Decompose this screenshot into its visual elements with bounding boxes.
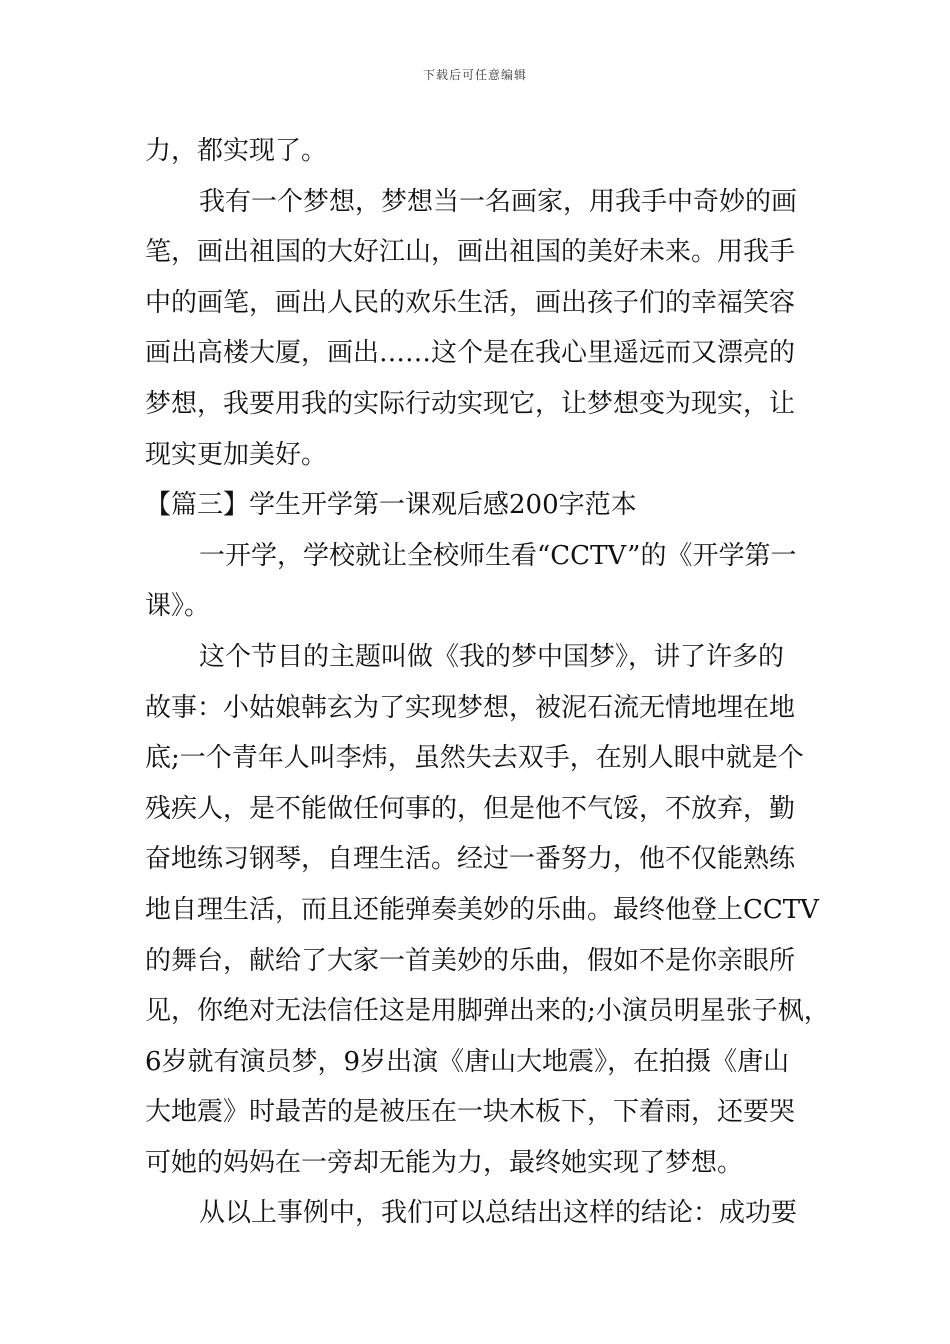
text-line: 课》。 [145,591,211,622]
document-body [145,126,830,1239]
text-line: 6岁就有演员梦，9岁出演《唐山大地震》，在拍摄《唐山 [145,1046,790,1077]
text-line: 地自理生活，而且还能弹奏美妙的乐曲。最终他登上CCTV [145,894,819,925]
text-line: 现实更加美好。 [145,439,328,470]
text-line: 底;一个青年人叫李炜，虽然失去双手，在别人眼中就是个 [145,743,804,774]
text-line: 故事：小姑娘韩玄为了实现梦想，被泥石流无情地埋在地 [145,692,796,723]
page-header: 下载后可任意编辑 [422,68,527,82]
text-line: 梦想，我要用我的实际行动实现它，让梦想变为现实，让 [145,388,796,419]
text-line: 的舞台，献给了大家一首美妙的乐曲，假如不是你亲眼所 [145,945,796,976]
text-line: 见，你绝对无法信任这是用脚弹出来的;小演员明星张子枫， [145,996,830,1027]
text-line: 奋地练习钢琴，自理生活。经过一番努力，他不仅能熟练 [145,844,796,875]
text-line: 力，都实现了。 [145,136,328,166]
text-line: 大地震》时最苦的是被压在一块木板下，下着雨，还要哭 [145,1097,796,1128]
text-line: 这个节目的主题叫做《我的梦中国梦》，讲了许多的 [199,641,785,672]
text-line: 从以上事例中，我们可以总结出这样的结论：成功要 [199,1198,798,1229]
text-line: 笔，画出祖国的大好江山，画出祖国的美好未来。用我手 [145,237,796,268]
text-line: 我有一个梦想，梦想当一名画家，用我手中奇妙的画 [199,186,798,217]
text-line: 可她的妈妈在一旁却无能为力，最终她实现了梦想。 [145,1147,744,1178]
section-heading: 【篇三】学生开学第一课观后感200字范本 [145,490,637,521]
text-line: 画出高楼大厦，画出……这个是在我心里遥远而又漂亮的 [145,338,796,369]
text-line: 中的画笔，画出人民的欢乐生活，画出孩子们的幸福笑容 [145,287,796,318]
text-line: 一开学，学校就让全校师生看“CCTV”的《开学第一 [199,540,797,571]
text-line: 残疾人，是不能做任何事的，但是他不气馁，不放弃，勤 [145,793,796,824]
